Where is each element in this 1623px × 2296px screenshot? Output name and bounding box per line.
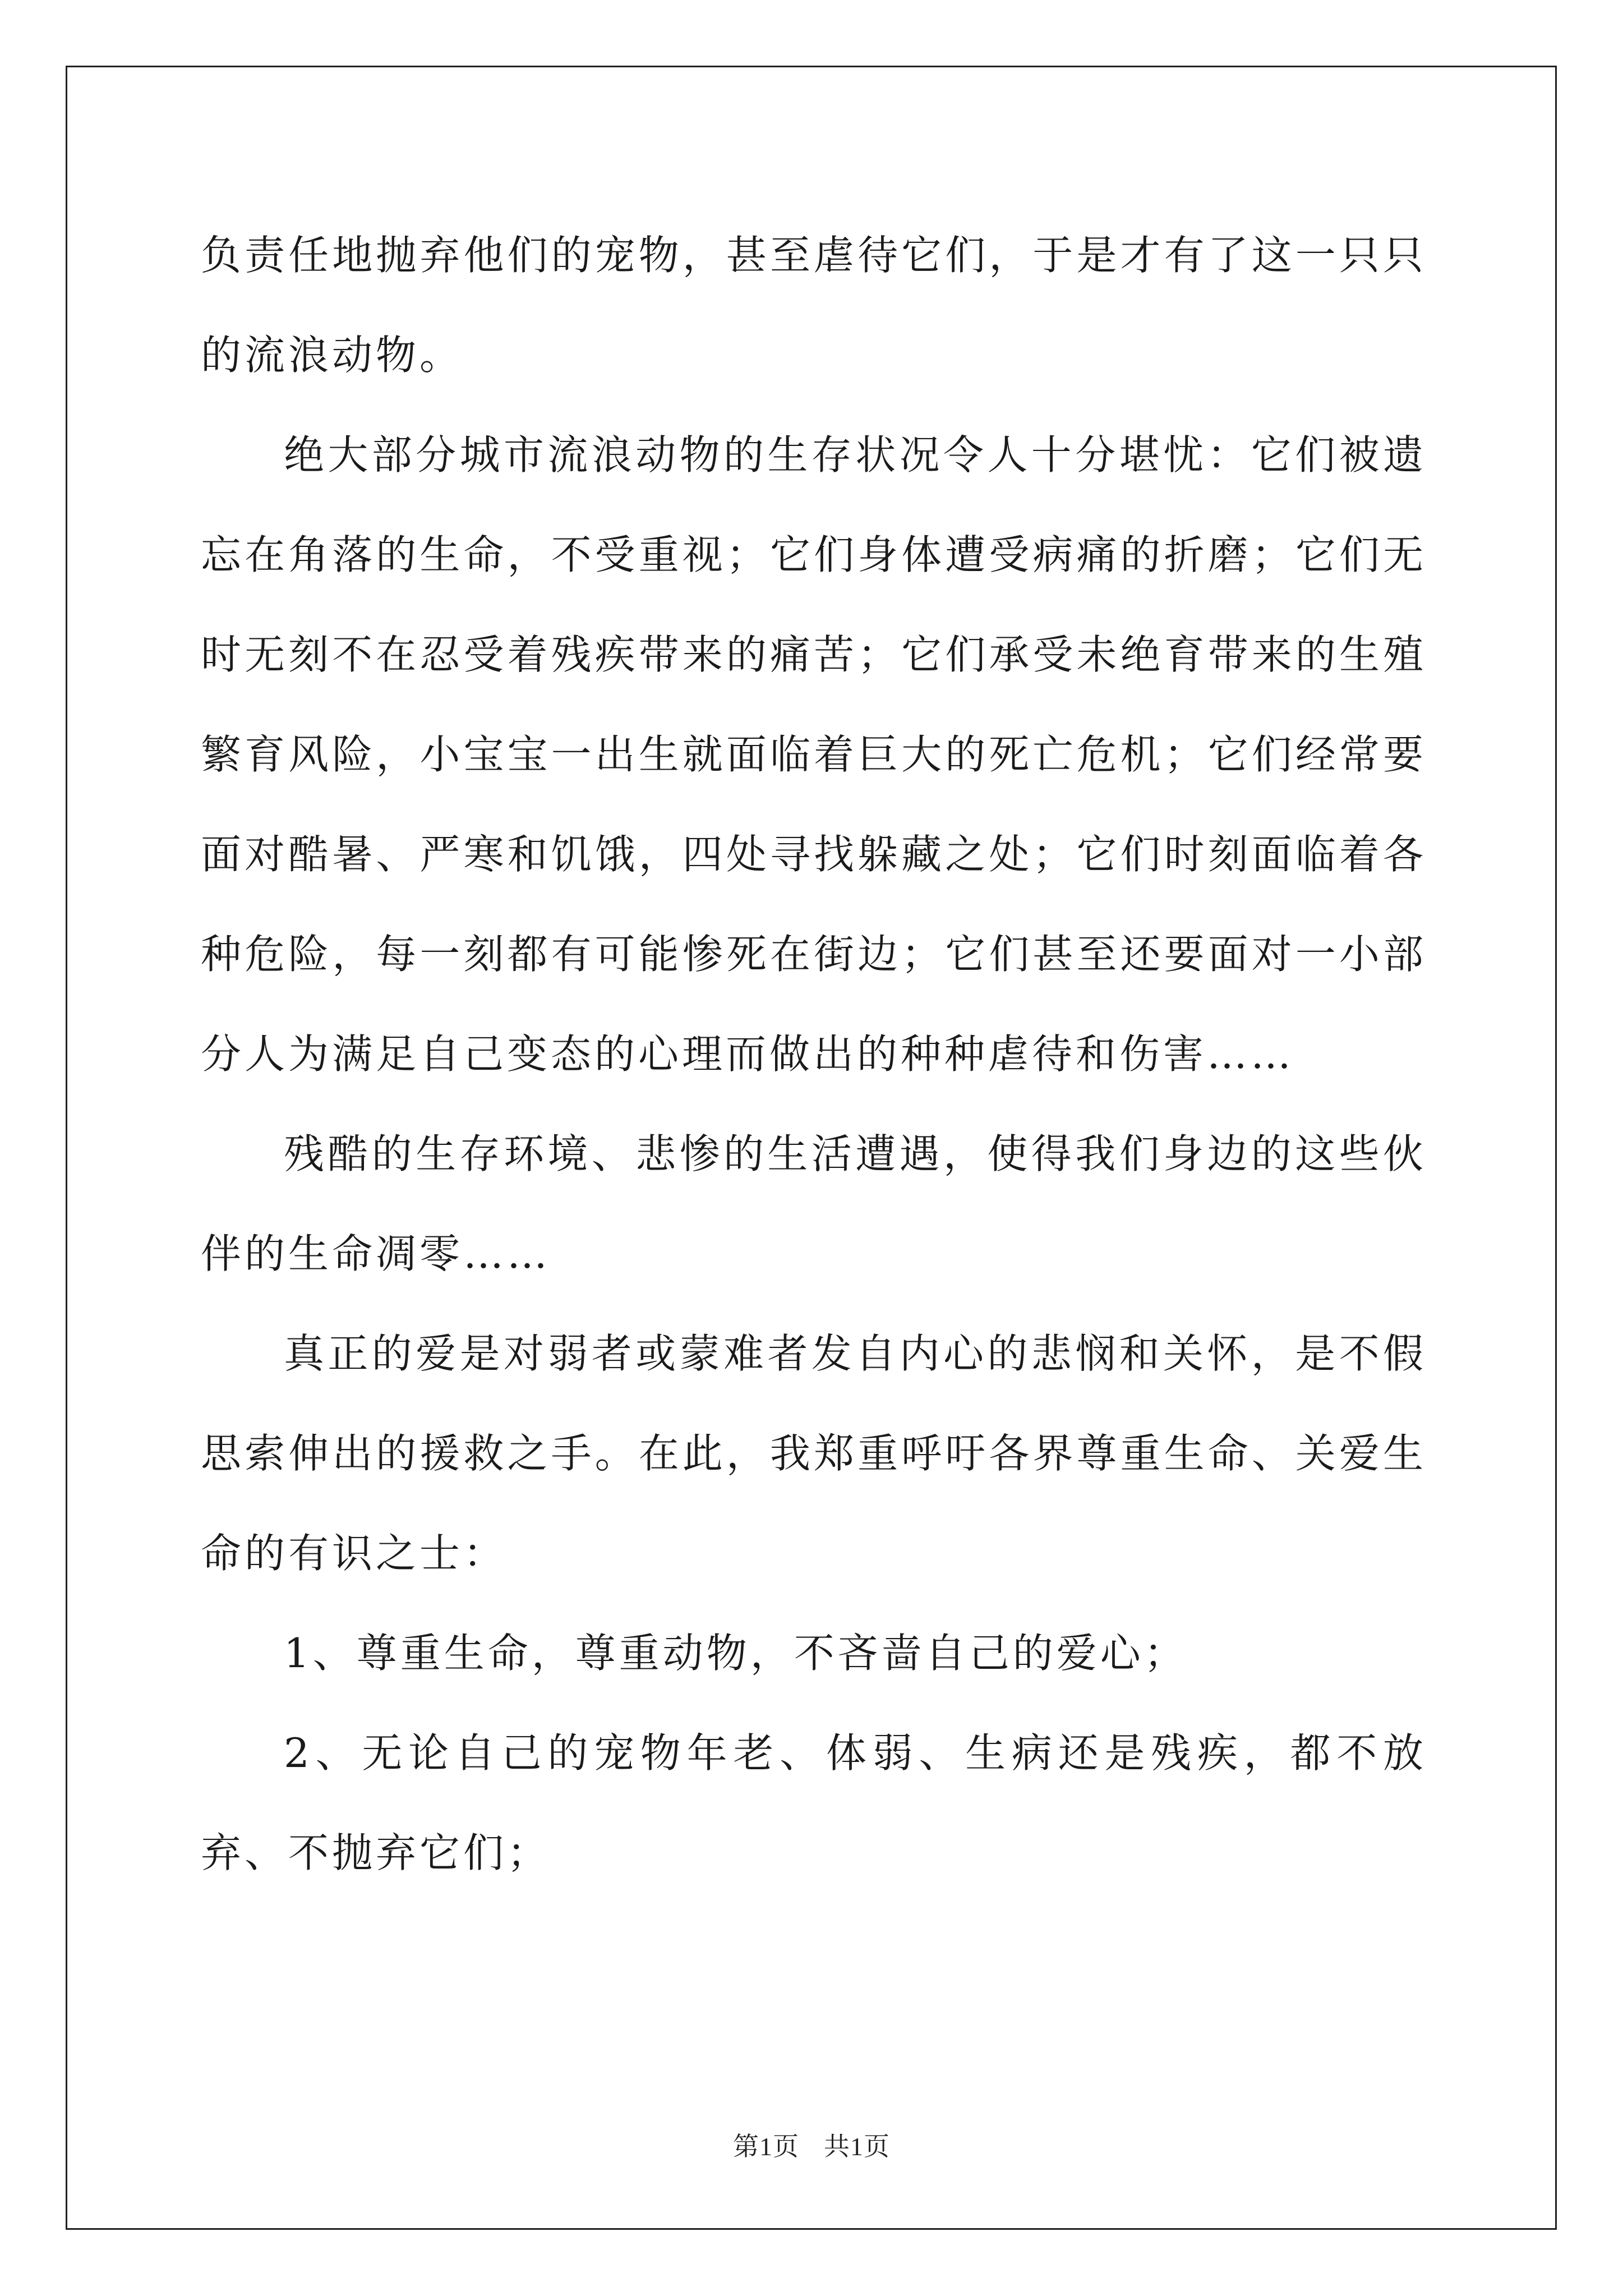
page-number: 第1页 [733,2132,799,2161]
page-total: 共1页 [824,2132,890,2161]
paragraph-2: 绝大部分城市流浪动物的生存状况令人十分堪忧：它们被遗忘在角落的生命，不受重视；它们身体遭受病痛的折磨；它们无时无刻不在忍受着残疾带来的痛苦；它们承受未绝育带来的生殖繁育风险，小宝宝一出生就面临着巨大的死亡危机；它们经常要面对酷暑、严寒和饥饿，四处寻找躲藏之处；它们时刻面临着各种危险，每一刻都有可能惨死在街边；它们甚至还要面对一小部分人为满足自己变态的心理而做出的种种虐待和伤害…… [201,431,1427,1078]
paragraph-1: 负责任地抛弃他们的宠物，甚至虐待它们，于是才有了这一只只的流浪动物。 [201,232,1427,379]
paragraph-4: 真正的爱是对弱者或蒙难者发自内心的悲悯和关怀，是不假思索伸出的援救之手。在此，我郑重呼吁各界尊重生命、关爱生命的有识之士： [201,1330,1427,1577]
paragraph-3: 残酷的生存环境、悲惨的生活遭遇，使得我们身边的这些伙伴的生命凋零…… [201,1130,1427,1277]
paragraph-6: 2、无论自己的宠物年老、体弱、生病还是残疾，都不放弃、不抛弃它们； [201,1729,1427,1876]
paragraph-5: 1、尊重生命，尊重动物，不吝啬自己的爱心； [284,1630,1188,1677]
page-footer [0,2126,1623,2163]
document-body [201,205,1427,1903]
